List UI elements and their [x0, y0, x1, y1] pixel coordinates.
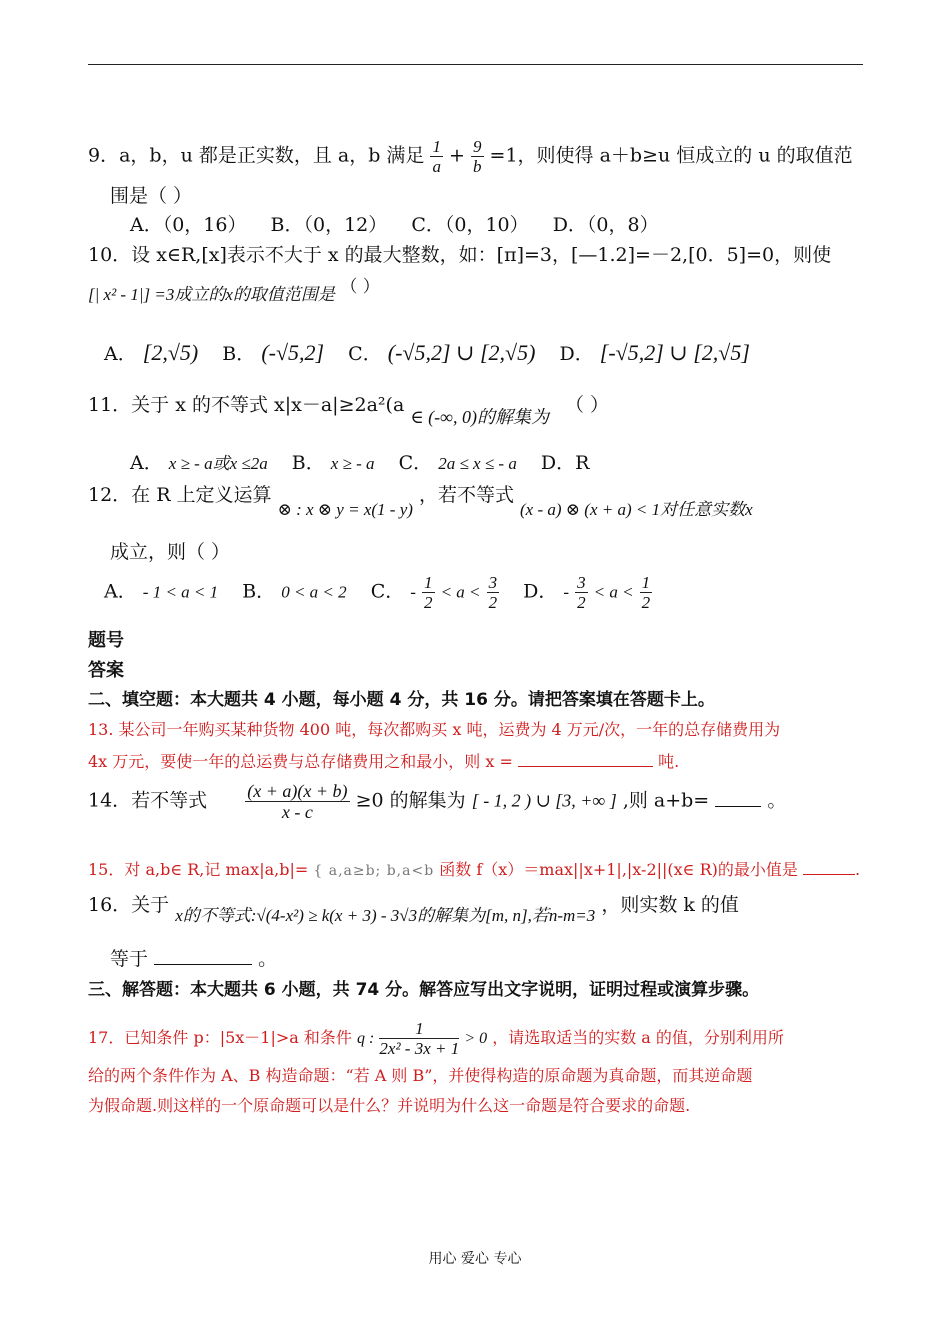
q13-line2-a: 4x 万元，要使一年的总运费与总存储费用之和最小，则 x = — [88, 752, 513, 771]
q12-option-b-label: B． — [242, 580, 276, 603]
q17-line2: 给的两个条件作为 A、B 构造命题：“若 A 则 B”，并使得构造的原命题为真命题，而其逆命题 — [88, 1066, 753, 1085]
q13-line2-b: 吨. — [658, 752, 680, 771]
q16-line1 — [88, 894, 739, 925]
q11-option-d: D．R — [540, 452, 590, 474]
q12-option-c-sign: - — [410, 582, 416, 602]
table-row-answer: 答案 — [88, 660, 124, 681]
q12-option-c-label: C． — [370, 580, 405, 603]
q12-ineq: (x - a) ⊗ (x + a) < 1对任意实数x — [520, 500, 753, 519]
section3-heading: 三、解答题：本大题共 6 小题，共 74 分。解答应写出文字说明，证明过程或演算步骤。 — [88, 980, 760, 1000]
q10-option-d: [-√5,2] ∪ [2,√5] — [599, 340, 750, 365]
q12-stem-a: 12．在 R 上定义运算 — [88, 484, 272, 506]
q12-option-c-frac1: $\frac{1}{2}$ — [424, 573, 433, 612]
q10-line2 — [88, 277, 380, 304]
header-rule — [88, 64, 863, 65]
q10-option-a-label: A． — [104, 343, 137, 365]
q12-option-d-label: D． — [523, 580, 558, 603]
table-row-question-no: 题号 — [88, 630, 124, 651]
q9-stem-c: 围是（ ） — [110, 185, 193, 207]
q10-options — [104, 342, 750, 364]
q11-paren: （ ） — [565, 394, 610, 416]
q9-option-c: C．（0，10） — [411, 214, 529, 236]
q14-set: [ - 1, 2 ) ∪ [3, +∞ ] — [471, 790, 617, 811]
q10-option-c-label: C． — [348, 343, 382, 365]
q17-line3: 为假命题.则这样的一个原命题可以是什么？并说明为什么这一命题是符合要求的命题. — [88, 1096, 691, 1115]
q9-frac-2: $\frac{9}{b}$ — [473, 137, 482, 176]
q12-op-def: ⊗ : x ⊗ y = x(1 - y) — [277, 500, 413, 519]
q12-option-b: 0 < a < 2 — [281, 582, 347, 602]
q16-stem-a: 16．关于 — [88, 894, 170, 916]
q11-option-b-label: B． — [291, 452, 325, 474]
q9-frac-1: $\frac{1}{a}$ — [432, 137, 441, 176]
q12-option-d-frac1: $\frac{3}{2}$ — [577, 573, 586, 612]
q14-end: 。 — [767, 789, 787, 812]
q11-option-c: 2a ≤ x ≤ - a — [438, 454, 517, 473]
q17-frac: $\frac{1}{\text{2x² - 3x + 1}}$ — [379, 1019, 460, 1058]
q11-line1 — [88, 394, 610, 427]
q12-stem-b: ，若不等式 — [418, 484, 514, 506]
q17-stem-a: 17．已知条件 p：|5x－1|>a 和条件 — [88, 1028, 352, 1047]
q10-paren: （ ） — [340, 277, 380, 297]
q15-line — [88, 860, 860, 878]
q12-option-c-frac2: $\frac{3}{2}$ — [488, 573, 498, 612]
q14-stem-b: ,则 a+b= — [622, 789, 710, 812]
q12-options — [104, 574, 652, 611]
q11-option-a-label: A． — [130, 452, 163, 474]
q15-stem-b: 函数 f（x）＝max||x+1|,|x-2||(x∈ R)的最小值是 — [439, 860, 798, 879]
q10-stem-b: [| x² - 1|] =3成立的x的取值范围是 — [88, 285, 335, 304]
q17-rel: > 0 — [464, 1030, 488, 1047]
q9-plus: + — [449, 144, 465, 167]
q10-option-b-label: B． — [222, 343, 256, 365]
q12-option-d-frac2: $\frac{1}{2}$ — [641, 573, 651, 612]
q10-option-a: [2,√5) — [142, 340, 199, 365]
q17-stem-b: ，请选取适当的实数 a 的值，分别利用所 — [492, 1028, 784, 1047]
q11-option-a: x ≥ - a或x ≤2a — [168, 454, 268, 473]
q10-option-c: (-√5,2] ∪ [2,√5) — [387, 340, 536, 365]
q11-option-b: x ≥ - a — [330, 454, 375, 473]
q14-answer-blank[interactable] — [715, 792, 761, 807]
q9-options — [130, 216, 659, 235]
q12-option-a: - 1 < a < 1 — [142, 582, 219, 602]
q17-q-label: q : — [356, 1030, 375, 1047]
q12-line1 — [88, 484, 753, 519]
q14-stem-a: 14．若不等式 — [88, 789, 208, 812]
q14-line — [88, 782, 786, 821]
q15-end: . — [854, 860, 861, 879]
q16-stem-d: 等于 — [110, 948, 149, 970]
q16-stem-b: x的不等式:√(4-x²) ≥ k(x + 3) - 3√3的解集为[m, n],若n-m=3 — [175, 906, 596, 925]
q14-rel: ≥0 的解集为 — [355, 789, 466, 812]
q13-line2 — [88, 752, 679, 770]
q10-option-b: (-√5,2] — [261, 340, 325, 365]
q10-stem-a: 10．设 x∈R,[x]表示不大于 x 的最大整数，如：[π]=3，[—1.2]=－2,[0．5]=0，则使 — [88, 244, 832, 266]
q15-answer-blank[interactable] — [803, 860, 855, 875]
q16-answer-blank[interactable] — [154, 950, 252, 965]
q9-option-d: D．（0，8） — [552, 214, 659, 236]
q11-options — [130, 454, 589, 473]
section2-heading: 二、填空题：本大题共 4 小题，每小题 4 分，共 16 分。请把答案填在答题卡上。 — [88, 690, 715, 710]
q11-cond: ∈ (-∞, 0)的解集为 — [410, 407, 549, 427]
q15-stem-a: 15．对 a,b∈ R,记 max|a,b|= — [88, 860, 309, 879]
q11-option-c-label: C． — [398, 452, 433, 474]
q9-option-b: B．（0，12） — [270, 214, 388, 236]
page-footer: 用心 爱心 专心 — [428, 1251, 522, 1267]
q16-end: 。 — [258, 948, 278, 970]
q9-line1 — [88, 138, 853, 175]
q9-option-a: A．（0，16） — [130, 214, 247, 236]
q15-piecewise: { a,a≥b; b,a<b — [313, 863, 435, 879]
q14-frac: $\frac{(x + a)(x + b)}{x - c}$ — [247, 781, 348, 822]
q16-line2 — [110, 950, 277, 969]
q10-option-d-label: D． — [559, 343, 594, 365]
q12-option-d-mid: < a < — [593, 582, 634, 602]
q12-stem-c: 成立，则（ ） — [110, 541, 231, 563]
q13-line1: 13. 某公司一年购买某种货物 400 吨，每次都购买 x 吨，运费为 4 万元/次，一年的总存储费用为 — [88, 720, 781, 739]
q11-stem: 11．关于 x 的不等式 x|x－a|≥2a²(a — [88, 394, 405, 416]
q9-stem-b: =1，则使得 a＋b≥u 恒成立的 u 的取值范 — [489, 144, 853, 167]
q12-option-d-sign: - — [563, 582, 570, 602]
q13-answer-blank[interactable] — [518, 752, 653, 767]
q16-stem-c: ，则实数 k 的值 — [601, 894, 739, 916]
q12-option-a-label: A． — [104, 580, 137, 603]
q17-line1 — [88, 1020, 784, 1057]
q9-stem-a: 9．a，b，u 都是正实数，且 a，b 满足 — [88, 144, 425, 167]
q12-option-c-mid: < a < — [440, 582, 481, 602]
